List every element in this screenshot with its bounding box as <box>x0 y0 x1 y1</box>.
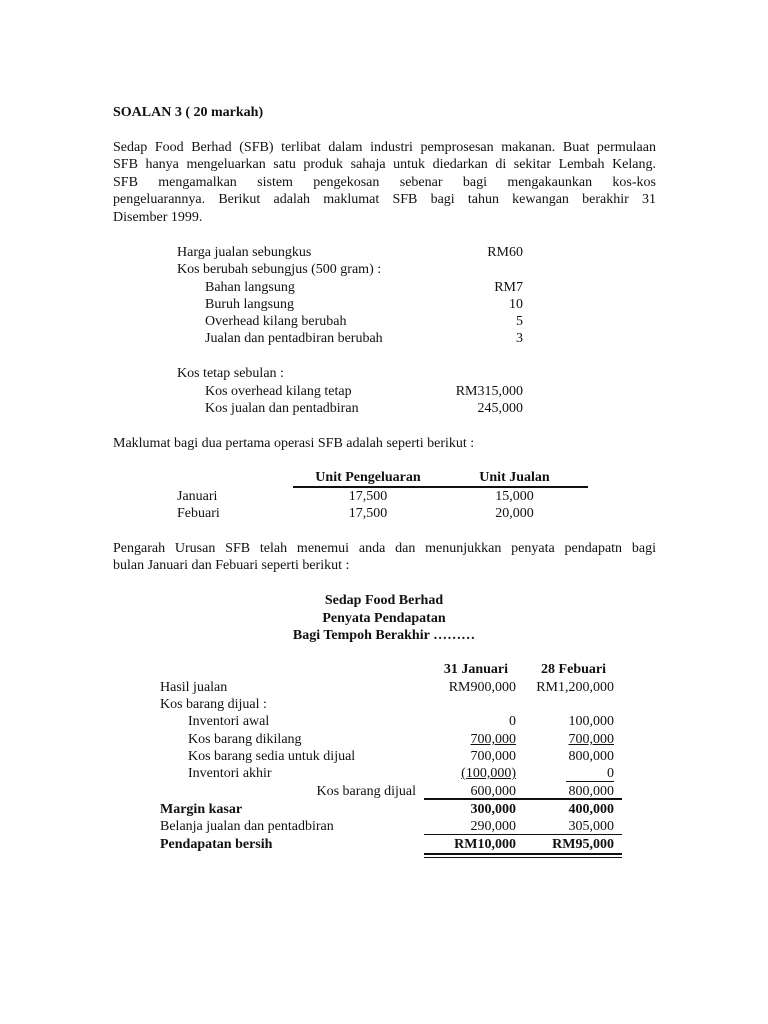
variable-cost-label: Overhead kilang berubah <box>205 314 347 329</box>
gross-margin-label: Margin kasar <box>160 802 243 817</box>
variable-cost-label: Buruh langsung <box>205 297 295 312</box>
available-goods-february: 800,000 <box>568 749 614 764</box>
statement-period: Bagi Tempoh Berakhir ……… <box>292 628 476 643</box>
net-income-january: RM10,000 <box>454 837 516 852</box>
net-income-double-rule-top <box>424 853 622 855</box>
gross-margin-february: 400,000 <box>568 802 614 817</box>
closing-inventory-label: Inventori akhir <box>188 766 272 781</box>
sales-february: RM1,200,000 <box>536 680 614 695</box>
opening-inventory-label: Inventori awal <box>188 714 270 729</box>
variable-cost-label: Jualan dan pentadbiran berubah <box>205 331 383 346</box>
variable-cost-label: Bahan langsung <box>205 280 295 295</box>
sales-january: RM900,000 <box>448 680 516 695</box>
variable-cost-value: 3 <box>516 331 523 346</box>
column-header-january: 31 Januari <box>443 662 508 677</box>
intro-line: Disember 1999. <box>113 209 203 225</box>
manufactured-cost-january: 700,000 <box>470 732 516 747</box>
month-label: Januari <box>177 489 218 504</box>
manufactured-cost-february: 700,000 <box>568 732 614 747</box>
selling-admin-label: Belanja jualan dan pentadbiran <box>160 819 334 834</box>
net-income-february: RM95,000 <box>552 837 614 852</box>
price-value: RM60 <box>487 245 523 260</box>
fixed-cost-label: Kos overhead kilang tetap <box>205 384 352 399</box>
director-paragraph <box>113 540 656 575</box>
column-header-february: 28 Febuari <box>541 662 606 677</box>
net-income-top-rule <box>424 834 622 835</box>
statement-title: Penyata Pendapatan <box>322 611 446 626</box>
price-label: Harga jualan sebungkus <box>177 245 312 260</box>
operations-intro: Maklumat bagi dua pertama operasi SFB adalah seperti berikut : <box>113 436 475 451</box>
column-header-sales: Unit Jualan <box>479 470 550 485</box>
variable-cost-value: RM7 <box>494 280 523 295</box>
selling-admin-january: 290,000 <box>470 819 516 834</box>
cogs-label: Kos barang dijual <box>316 784 416 799</box>
gross-margin-january: 300,000 <box>470 802 516 817</box>
production-units: 17,500 <box>348 506 388 521</box>
opening-inventory-january: 0 <box>509 714 516 729</box>
director-line: Pengarah Urusan SFB telah menemui anda dan menunjukkan penyata pendapatn bagi <box>113 541 656 556</box>
fixed-cost-value: 245,000 <box>477 401 523 416</box>
opening-inventory-february: 100,000 <box>568 714 614 729</box>
cogs-january: 600,000 <box>470 784 516 799</box>
manufactured-cost-label: Kos barang dikilang <box>188 732 302 747</box>
intro-line: Sedap Food Berhad (SFB) terlibat dalam industri pemprosesan makanan. Buat permulaan <box>113 140 656 155</box>
closing-inventory-february-underline <box>566 781 614 782</box>
sales-label: Hasil jualan <box>160 680 228 695</box>
production-units: 17,500 <box>348 489 388 504</box>
cogs-header: Kos barang dijual : <box>160 697 267 712</box>
statement-company: Sedap Food Berhad <box>324 593 444 608</box>
selling-admin-february: 305,000 <box>568 819 614 834</box>
director-line: bulan Januari dan Febuari seperti berikut : <box>113 558 350 574</box>
fixed-cost-label: Kos jualan dan pentadbiran <box>205 401 359 416</box>
cogs-rule <box>424 798 622 800</box>
column-header-production: Unit Pengeluaran <box>315 470 421 485</box>
intro-line: SFB mengamalkan sistem pengekosan sebenar bagi mengakaunkan kos-kos <box>113 174 656 190</box>
available-goods-label: Kos barang sedia untuk dijual <box>188 749 356 764</box>
variable-cost-header: Kos berubah sebungjus (500 gram) : <box>177 262 382 277</box>
sales-units: 15,000 <box>495 489 534 504</box>
net-income-label: Pendapatan bersih <box>160 837 273 852</box>
net-income-double-rule-bottom <box>424 857 622 858</box>
intro-paragraph <box>113 139 656 226</box>
question-title: SOALAN 3 ( 20 markah) <box>113 105 264 120</box>
closing-inventory-february: 0 <box>607 766 614 781</box>
fixed-cost-value: RM315,000 <box>455 384 523 399</box>
closing-inventory-january: (100,000) <box>461 766 516 781</box>
available-goods-january: 700,000 <box>470 749 516 764</box>
cogs-february: 800,000 <box>568 784 614 799</box>
intro-line: pengeluarannya. Berikut adalah maklumat SFB bagi tahun kewangan berakhir 31 <box>113 192 656 208</box>
variable-cost-value: 5 <box>516 314 523 329</box>
variable-cost-value: 10 <box>509 297 523 312</box>
sales-units: 20,000 <box>495 506 534 521</box>
month-label: Febuari <box>177 506 220 521</box>
fixed-cost-header: Kos tetap sebulan : <box>177 366 284 381</box>
intro-line: SFB hanya mengeluarkan satu produk sahaja untuk diedarkan di sekitar Lembah Kelang. <box>113 157 656 173</box>
